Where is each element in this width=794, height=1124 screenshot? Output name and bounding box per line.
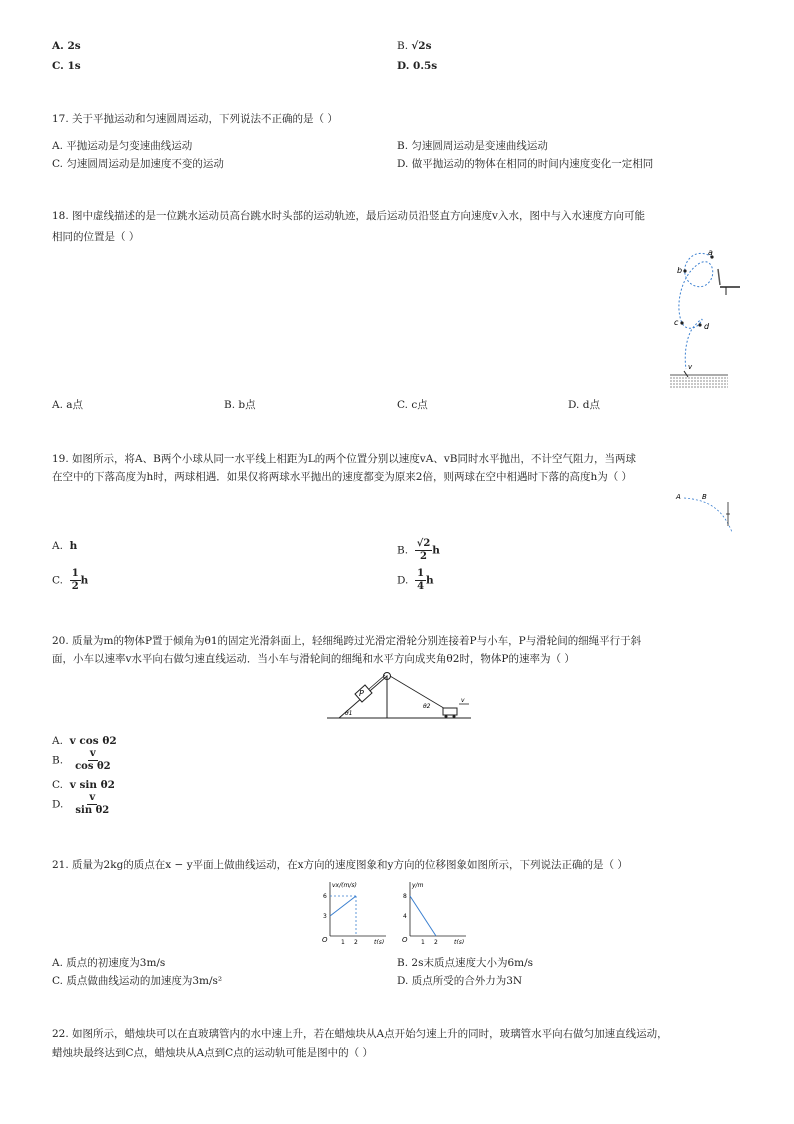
q19-option-b-tail: h [432, 544, 440, 557]
q20-option-a[interactable] [52, 735, 117, 747]
q21-g1-origin: O [322, 936, 328, 944]
q20-option-d-denominator: sin θ2 [75, 805, 110, 816]
q19-option-d-fraction [415, 568, 426, 593]
q21-g1-xtick-1: 1 [341, 939, 345, 944]
q19-option-c-numerator: 1 [71, 568, 79, 579]
q21-option-b[interactable]: B. 2s末质点速度大小为6m/s [397, 957, 534, 969]
q21-g2-origin: O [402, 936, 408, 944]
q18-label-v: v [688, 363, 693, 371]
q19-trajectory [684, 498, 732, 532]
q20-option-b-label: B. [52, 754, 64, 767]
q19-option-b[interactable] [397, 538, 440, 563]
q21-g2-ytick-8: 8 [403, 893, 407, 900]
q19-option-a-label: A. [52, 540, 63, 552]
q16-option-c-text: C. 1s [52, 60, 81, 72]
q19-option-d-denominator: 4 [417, 581, 425, 592]
q21-graph-y [398, 878, 470, 944]
q21-option-a[interactable]: A. 质点的初速度为3m/s [52, 957, 166, 969]
q19-option-d-tail: h [426, 574, 434, 587]
q19-option-c-fraction [70, 568, 81, 593]
q19-label-a: A [676, 493, 681, 501]
q17-option-c[interactable]: C. 匀速圆周运动是加速度不变的运动 [52, 158, 224, 170]
q20-stem-line1: 20. 质量为m的物体P置于倾角为θ1的固定光滑斜面上，轻细绳跨过光滑定滑轮分别连接着P与小车，P与滑轮间的细绳平行于斜 [52, 635, 642, 647]
q19-option-d-label: D. [397, 574, 409, 587]
q21-stem: 21. 质量为2kg的质点在x − y平面上做曲线运动，在x方向的速度图象和y方向的位移图象如图所示，下列说法正确的是（ ） [52, 859, 628, 871]
q19-option-d[interactable] [397, 568, 434, 593]
q20-option-b-fraction [73, 748, 113, 773]
q16-option-d-text: D. 0.5s [397, 60, 438, 72]
q20-option-a-label: A. [52, 735, 63, 747]
q16-option-a[interactable] [52, 40, 81, 52]
q20-option-d-label: D. [52, 798, 64, 811]
q18-point-c [680, 321, 683, 324]
q20-option-c-text: v sin θ2 [69, 779, 115, 791]
q20-label-theta2: θ2 [423, 703, 431, 710]
q21-g1-ylabel: vx/(m/s) [332, 882, 357, 889]
q18-water-surface [670, 375, 728, 387]
q19-option-d-numerator: 1 [417, 568, 425, 579]
q20-option-d[interactable] [52, 792, 111, 817]
q19-option-b-fraction [415, 538, 433, 563]
q21-g1-xtick-2: 2 [354, 939, 358, 944]
q18-option-a[interactable]: A. a点 [52, 399, 84, 411]
q18-label-b: b [677, 266, 683, 275]
q20-option-b-denominator: cos θ2 [75, 761, 111, 772]
q16-option-d[interactable] [397, 60, 437, 72]
q16-option-b-label: B. [397, 40, 409, 52]
q19-option-a[interactable] [52, 540, 77, 552]
q20-cart [443, 708, 457, 715]
q17-stem: 17. 关于平抛运动和匀速圆周运动，下列说法不正确的是（ ） [52, 113, 338, 125]
q20-option-c-label: C. [52, 779, 63, 791]
q19-option-c-denominator: 2 [71, 581, 79, 592]
q22-stem-line1: 22. 如图所示，蜡烛块可以在直玻璃管内的水中速上升，若在蜡烛块从A点开始匀速上升的同时，玻璃管水平向右做匀加速直线运动， [52, 1028, 668, 1040]
q19-option-b-denominator: 2 [420, 551, 427, 562]
q22-stem-line2: 蜡烛块最终达到C点，蜡烛块从A点到C点的运动轨可能是图中的（ ） [52, 1047, 373, 1059]
q18-label-c: c [674, 318, 679, 327]
q19-figure [672, 490, 742, 538]
q20-option-c[interactable] [52, 779, 115, 791]
q18-point-d [698, 323, 701, 326]
q21-g1-ytick-6: 6 [323, 893, 327, 900]
q18-stem-line1: 18. 图中虚线描述的是一位跳水运动员高台跳水时头部的运动轨迹，最后运动员沿竖直方向速度v入水，图中与入水速度方向可能 [52, 210, 645, 222]
q19-stem-line1: 19. 如图所示，将A、B两个小球从同一水平线上相距为L的两个位置分别以速度vA、vB同时水平抛出，不计空气阻力，当两球 [52, 453, 636, 465]
q19-option-b-label: B. [397, 544, 409, 557]
q20-rope-cart [390, 676, 447, 710]
q21-option-c[interactable]: C. 质点做曲线运动的加速度为3m/s² [52, 975, 223, 987]
q20-option-b[interactable] [52, 748, 113, 773]
q19-option-b-numerator: √2 [416, 538, 431, 549]
q21-g1-xlabel: t(s) [374, 939, 385, 944]
q21-g2-ytick-4: 4 [403, 913, 407, 920]
q20-cart-wheel-left [445, 715, 448, 718]
q21-g1-ytick-3: 3 [323, 913, 327, 920]
q21-g2-xtick-1: 1 [421, 939, 425, 944]
q21-g2-xtick-2: 2 [434, 939, 438, 944]
q18-velocity-arrow [684, 371, 688, 377]
q18-diving-figure [660, 245, 750, 395]
q16-option-b-text: √2s [411, 40, 432, 52]
q18-option-d[interactable]: D. d点 [568, 399, 600, 411]
q20-option-d-numerator: v [89, 792, 96, 803]
q18-point-b [683, 269, 686, 272]
q19-option-c-tail: h [80, 574, 89, 587]
q20-option-a-text: v cos θ2 [69, 735, 117, 747]
q18-option-b[interactable]: B. b点 [224, 399, 256, 411]
q19-option-c-label: C. [52, 574, 63, 587]
q20-option-b-numerator: v [89, 748, 96, 759]
q19-option-c[interactable] [52, 568, 88, 593]
q21-g2-ylabel: y/m [412, 882, 424, 889]
q18-stem-line2: 相同的位置是（ ） [52, 231, 140, 243]
q18-label-d: d [704, 322, 710, 331]
q21-g2-line [410, 896, 436, 936]
q20-label-theta1: θ1 [345, 710, 353, 717]
q16-option-c[interactable] [52, 60, 81, 72]
q21-g1-line [330, 896, 356, 916]
q17-option-d[interactable]: D. 做平抛运动的物体在相同的时间内速度变化一定相同 [397, 158, 654, 170]
q20-cart-wheel-right [453, 715, 456, 718]
q19-label-b: B [702, 493, 707, 501]
q20-option-d-fraction [73, 792, 111, 817]
q17-option-a[interactable]: A. 平抛运动是匀变速曲线运动 [52, 140, 193, 152]
q19-option-a-text: h [69, 540, 78, 552]
q16-option-a-text: A. 2s [52, 40, 81, 52]
q20-label-p: P [359, 689, 364, 698]
q17-option-b[interactable]: B. 匀速圆周运动是变速曲线运动 [397, 140, 548, 152]
q18-label-a: a [708, 248, 713, 257]
q20-rope-incline [369, 675, 385, 689]
q21-g2-xlabel: t(s) [454, 939, 465, 944]
q20-stem-line2: 面，小车以速率v水平向右做匀速直线运动．当小车与滑轮间的细绳和水平方向成夹角θ2时，物体P的速率为（ ） [52, 653, 575, 665]
q21-option-d[interactable]: D. 质点所受的合外力为3N [397, 975, 523, 987]
q20-incline-figure [325, 668, 475, 722]
q16-option-b[interactable] [397, 40, 432, 52]
q21-graph-vx [318, 878, 390, 944]
q20-label-v: v [461, 697, 465, 704]
q18-option-c[interactable]: C. c点 [397, 399, 428, 411]
q19-stem-line2: 在空中的下落高度为h时，两球相遇．如果仅将两球水平抛出的速度都变为原来2倍，则两球在空中相遇时下落的高度h为（ ） [52, 471, 633, 483]
q18-diver [718, 269, 720, 285]
